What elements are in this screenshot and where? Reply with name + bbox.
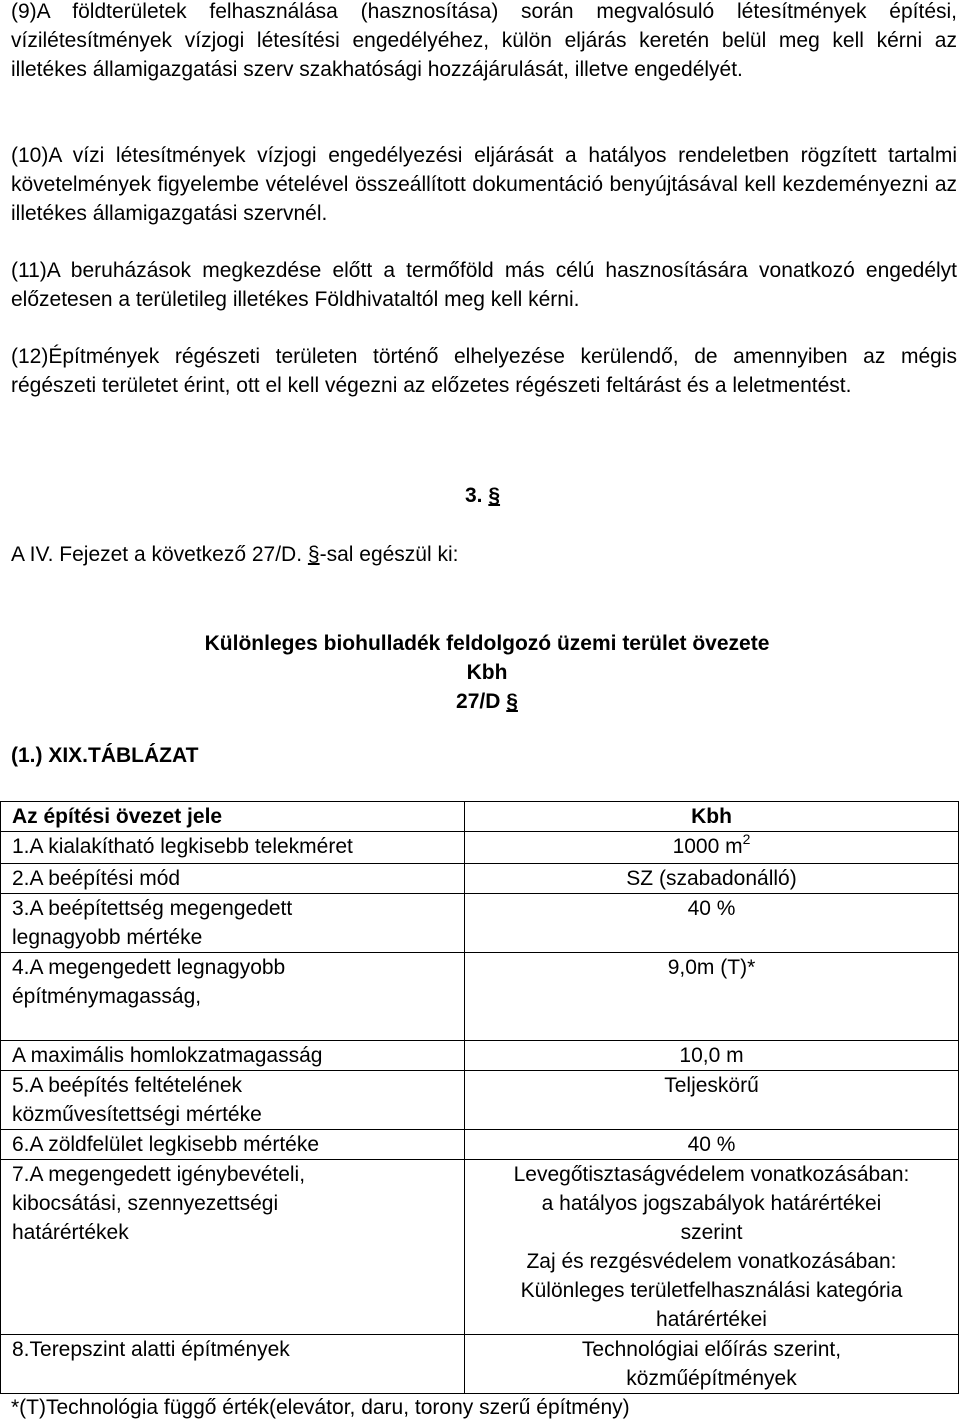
table-cell-label: 7.A megengedett igénybevételi, kibocsátási, szennyezettségi határértékek <box>1 1160 465 1335</box>
amendment-line <box>11 543 458 567</box>
table-cell-label: 2.A beépítési mód <box>1 864 465 894</box>
paragraph-12: (12)Építmények régészeti területen történő elhelyezése kerülendő, de amennyiben az mégis régészeti területet érint, ott el kell végezni az előzetes régészeti feltárást és a leletmentést. <box>11 345 957 397</box>
paragraph-9: (9)A földterületek felhasználása (hasznosítása) során megvalósuló létesítmények építési, vízilétesítmények vízjogi létesítési engedélyéhez, külön eljárás keretén belül meg kell kérni az illetékes államigazgatási szerv szakhatósági hozzájárulását, illetve engedélyét. <box>11 0 957 81</box>
table-header-label: Az építési övezet jele <box>1 802 465 832</box>
table-cell-value: 40 % <box>465 894 959 953</box>
table-cell-value: Teljeskörű <box>465 1071 959 1130</box>
paragraph-11: (11)A beruházások megkezdése előtt a termőföld más célú hasznosítására vonatkozó engedélyt előzetesen a területileg illetékes Földhivataltól meg kell kérni. <box>11 259 957 311</box>
zone-section-symbol: § <box>506 690 518 713</box>
table-row <box>1 1041 959 1071</box>
table-cell-label: A maximális homlokzatmagasság <box>1 1041 465 1071</box>
table-cell-label: 3.A beépítettség megengedett legnagyobb mértéke <box>1 894 465 953</box>
table-row <box>1 1335 959 1394</box>
table-cell-label: 4.A megengedett legnagyobb építménymagasság, <box>1 953 465 1041</box>
table-row <box>1 953 959 1041</box>
table-cell-label: 6.A zöldfelület legkisebb mértéke <box>1 1130 465 1160</box>
table-row <box>1 1160 959 1335</box>
lot-size-value: 1000 m <box>672 835 743 858</box>
table-cell-label: 5.A beépítés feltételének közművesítettségi mértéke <box>1 1071 465 1130</box>
table-cell-value: 10,0 m <box>465 1041 959 1071</box>
footnote: *(T)Technológia függő érték(elevátor, daru, torony szerű építmény) <box>11 1396 630 1419</box>
table-row <box>1 1130 959 1160</box>
table-cell-value: Technológiai előírás szerint, közműépítmények <box>465 1335 959 1394</box>
zone-code: Kbh <box>466 661 508 684</box>
table-cell-value: 40 % <box>465 1130 959 1160</box>
table-cell-value <box>465 832 959 864</box>
zone-section <box>7 687 960 716</box>
table-label: (1.) XIX.TÁBLÁZAT <box>11 744 199 767</box>
table-cell-label: 8.Terepszint alatti építmények <box>1 1335 465 1394</box>
table-row <box>1 832 959 864</box>
amendment-text-before: A IV. Fejezet a következő 27/D. <box>11 543 308 566</box>
table-cell-label: 1.A kialakítható legkisebb telekméret <box>1 832 465 864</box>
section-number-text: 3. <box>465 484 483 507</box>
zoning-rules-table <box>0 801 959 1394</box>
table-row <box>1 864 959 894</box>
table-row <box>1 894 959 953</box>
section-number <box>465 484 500 508</box>
zone-title: Különleges biohulladék feldolgozó üzemi terület övezete <box>204 632 770 655</box>
section-symbol: § <box>488 484 501 507</box>
paragraph-10: (10)A vízi létesítmények vízjogi engedélyezési eljárását a hatályos rendeletben rögzített tartalmi követelmények figyelembe vételével összeállított dokumentáció benyújtásával kell kezdeményezni az illetékes államigazgatási szervnél. <box>11 144 957 225</box>
table-cell-value: Levegőtisztaságvédelem vonatkozásában: a hatályos jogszabályok határértékei szerint Zaj és rezgésvédelem vonatkozásában: Különleges területfelhasználási kategória határértékei <box>465 1160 959 1335</box>
table-cell-value: 9,0m (T)* <box>465 953 959 1041</box>
zone-section-number: 27/D <box>456 690 501 713</box>
amendment-text-after: -sal egészül ki: <box>319 543 459 566</box>
table-header-value: Kbh <box>465 802 959 832</box>
amendment-section-symbol: § <box>307 543 320 566</box>
square-superscript: 2 <box>742 831 751 847</box>
table-cell-value: SZ (szabadonálló) <box>465 864 959 894</box>
table-row <box>1 1071 959 1130</box>
table-header-row <box>1 802 959 832</box>
